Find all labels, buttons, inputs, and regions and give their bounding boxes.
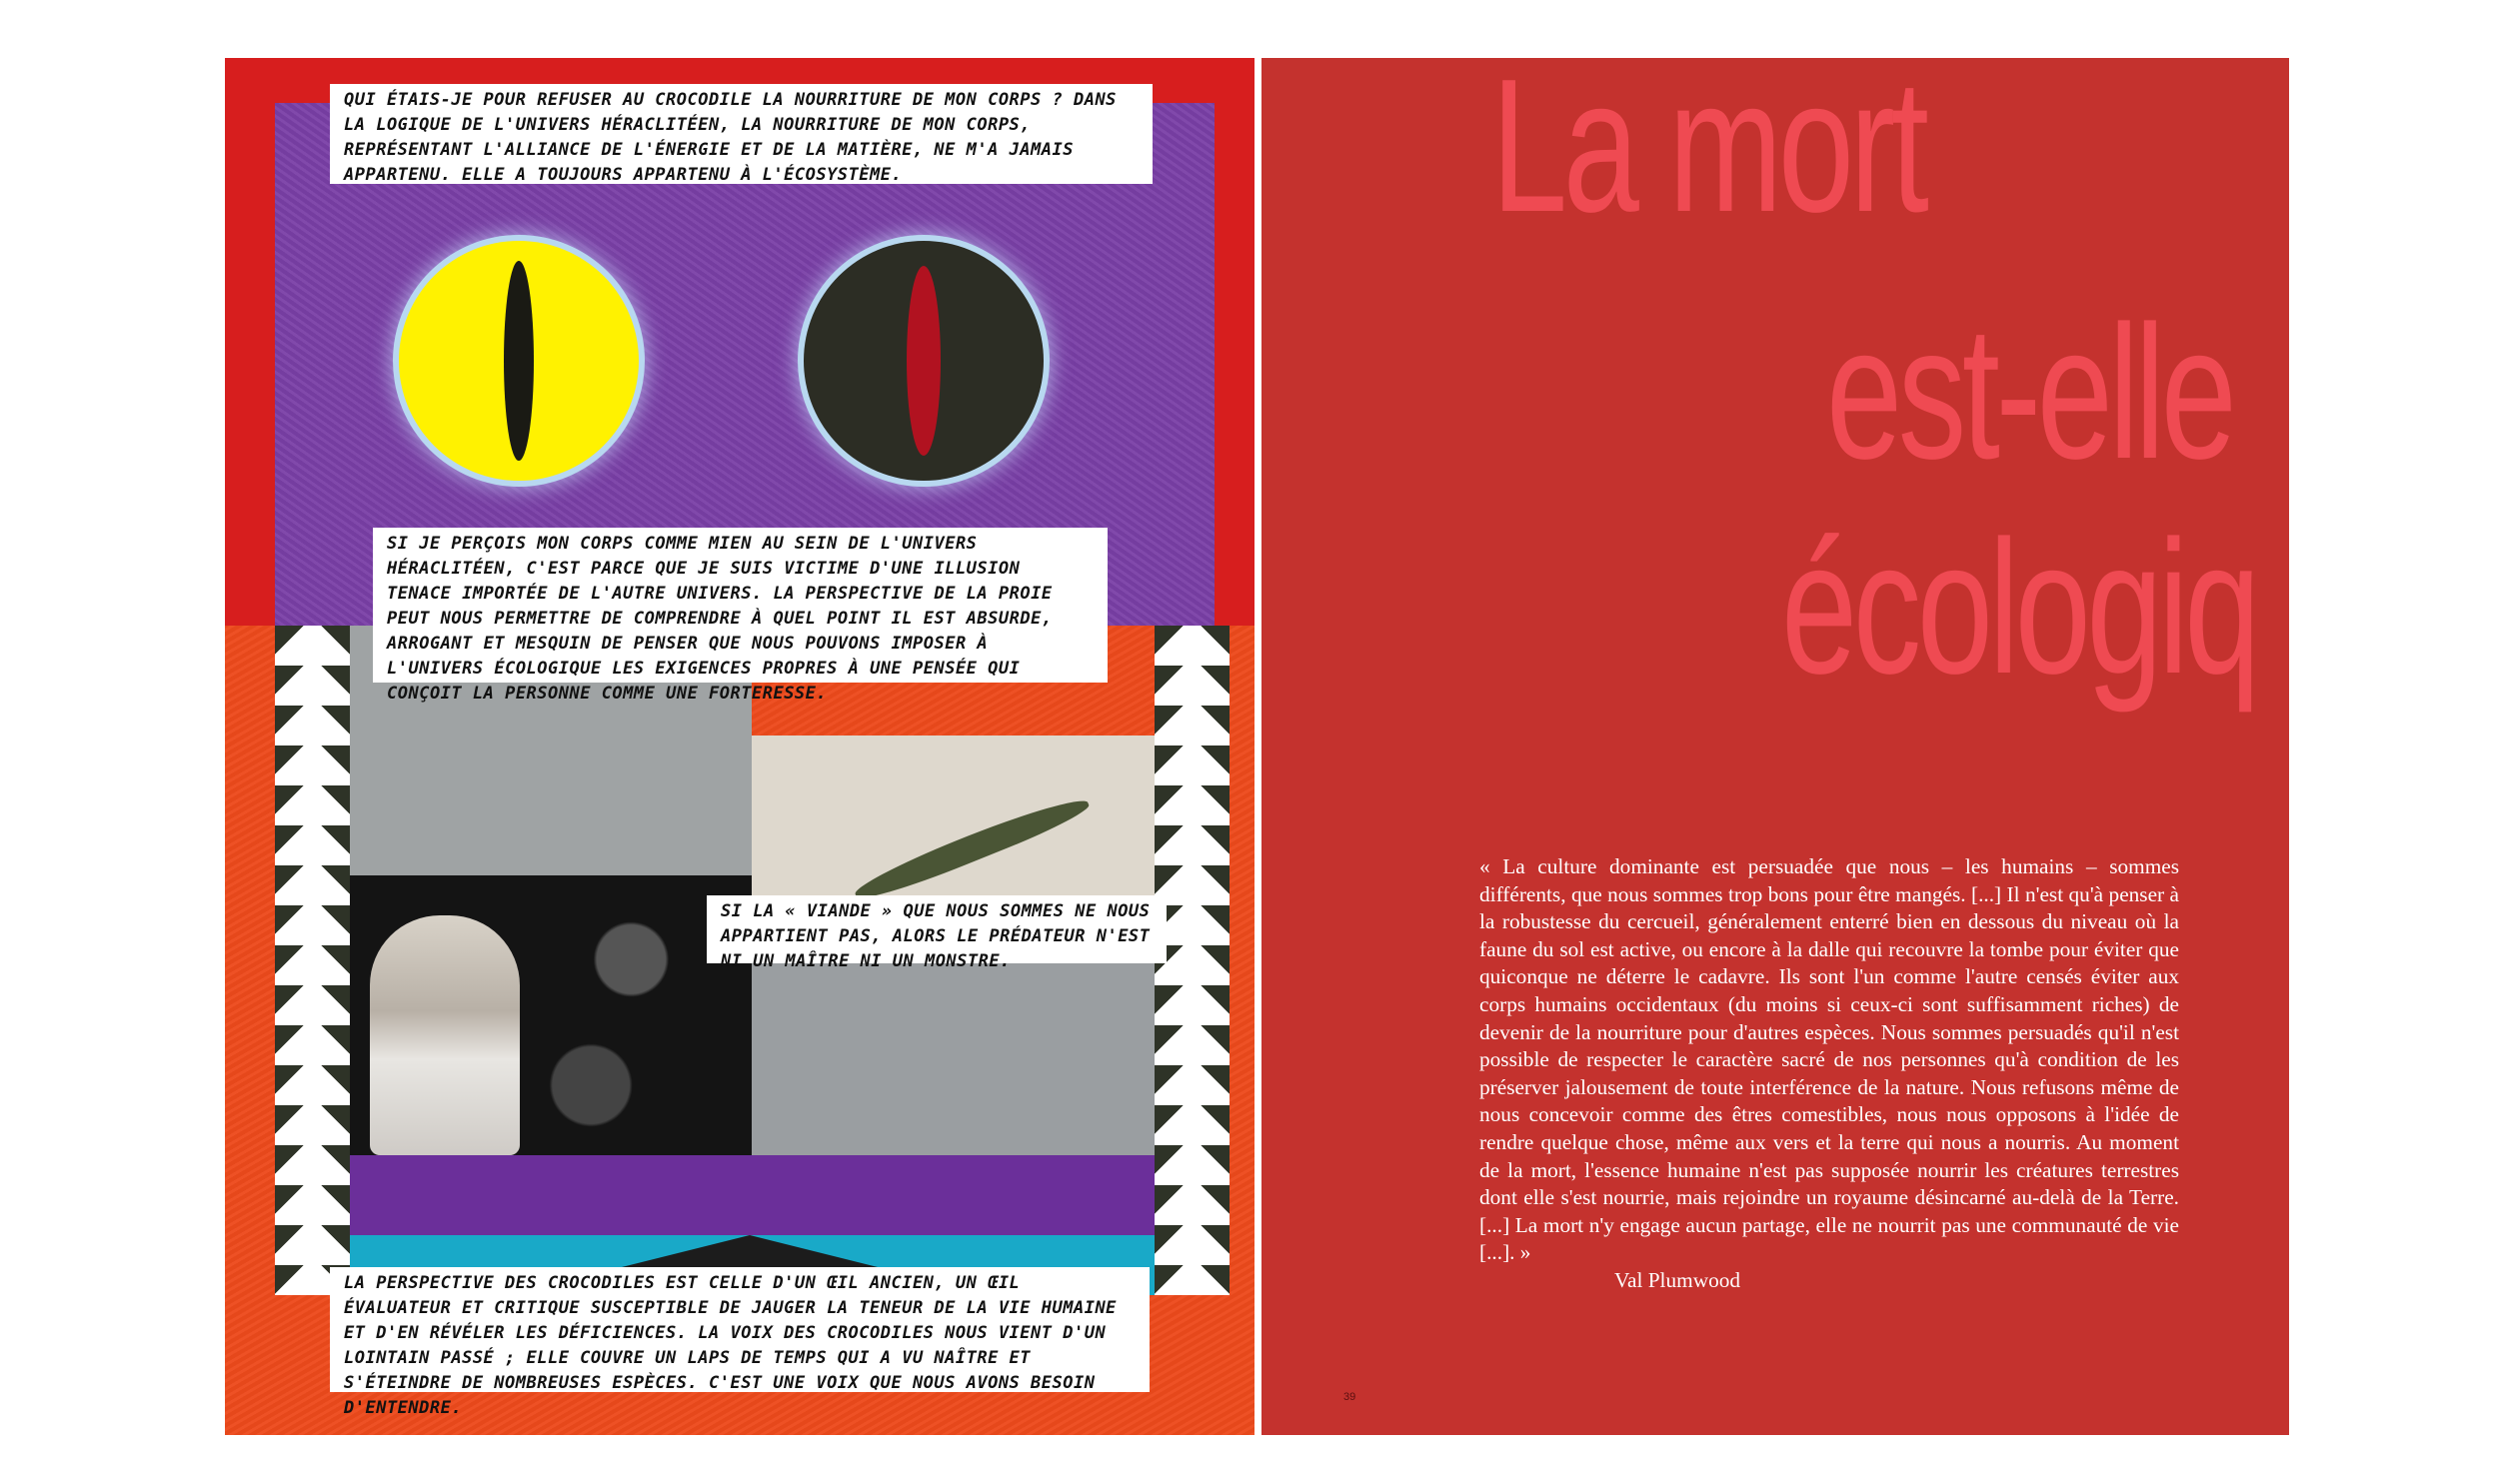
left-chevron-border: [275, 626, 350, 1295]
text-page: [1261, 58, 2289, 1435]
quote-text: « La culture dominante est persuadée que nous – les humains – sommes différents, que nous sommes trop bons pour être mangés. [...] Il n'est qu'à penser à la robustesse du cercueil, généralement enterré bien en dessous du niveau où la faune du sol est active, ou encore à la dalle qui recouvre la tombe pour éviter que quiconque ne déterre le cadavre. Ils sont l'un comme l'autre censés éviter aux corps humains occidentaux (du moins si ceux-ci sont suffisamment riches) de devenir de la nourriture pour d'autres espèces. Nous sommes persuadés qu'il n'est possible de respecter le caractère sacré de nos personnes qu'à condition de les préserver jalousement de toute interférence de la nature. Nous refusons même de nous concevoir comme des êtres comestibles, nous nous opposons à l'idée de rendre quelque chose, même aux vers et la terre qui nous a nourris. Au moment de la mort, l'essence humaine n'est pas supposée nourrir les créatures terrestres dont elle s'est nourrie, mais rejoindre un royaume désincarné au-delà de la Terre. [...] La mort n'y engage aucun partage, elle ne nourrit pas une communauté de vie [...]. »: [1479, 854, 2179, 1265]
yellow-eye-illustration: [399, 241, 639, 481]
page-number: 39: [1343, 1391, 1356, 1403]
caption-box-4: LA PERSPECTIVE DES CROCODILES EST CELLE D'UN ŒIL ANCIEN, UN ŒIL ÉVALUATEUR ET CRITIQUE SUSCEPTIBLE DE JAUGER LA TENEUR DE LA VIE HUMAINE ET D'EN RÉVÉLER LES DÉFICIENCES. LA VOIX DES CROCODILES NOUS VIENT D'UN LOINTAIN PASSÉ ; ELLE COUVRE UN LAPS DE TEMPS QUI A VU NAÎTRE ET S'ÉTEINDRE DE NOMBREUSES ESPÈCES. C'EST UNE VOIX QUE NOUS AVONS BESOIN D'ENTENDRE.: [330, 1267, 1150, 1392]
red-pupil: [907, 266, 941, 456]
caption-box-2: SI JE PERÇOIS MON CORPS COMME MIEN AU SEIN DE L'UNIVERS HÉRACLITÉEN, C'EST PARCE QUE JE SUIS VICTIME D'UNE ILLUSION TENACE IMPORTÉE DE L'AUTRE UNIVERS. LA PERSPECTIVE DE LA PROIE PEUT NOUS PERMETTRE DE COMPRENDRE À QUEL POINT IL EST ABSURDE, ARROGANT ET MESQUIN DE PENSER QUE NOUS POUVONS IMPOSER À L'UNIVERS ÉCOLOGIQUE LES EXIGENCES PROPRES À UNE PENSÉE QUI CONÇOIT LA PERSONNE COMME UNE FORTERESSE.: [373, 528, 1108, 683]
woman-photo-figure: [370, 915, 520, 1155]
title-line-2: est-elle: [1826, 287, 2233, 499]
gray-panel-bottom-right: [752, 960, 1155, 1155]
quote-block: [1479, 853, 2179, 1295]
gray-strip: [350, 855, 752, 875]
caption-box-3: SI LA « VIANDE » QUE NOUS SOMMES NE NOUS APPARTIENT PAS, ALORS LE PRÉDATEUR N'EST NI UN MAÎTRE NI UN MONSTRE.: [707, 895, 1167, 963]
comic-page: [225, 58, 1254, 1435]
photo-panel: [350, 875, 752, 1155]
black-pupil: [504, 261, 534, 461]
title-line-1: La mort: [1491, 58, 1925, 252]
dark-eye-illustration: [804, 241, 1044, 481]
caption-box-1: QUI ÉTAIS-JE POUR REFUSER AU CROCODILE LA NOURRITURE DE MON CORPS ? DANS LA LOGIQUE DE L'UNIVERS HÉRACLITÉEN, LA NOURRITURE DE MON CORPS, REPRÉSENTANT L'ALLIANCE DE L'ÉNERGIE ET DE LA MATIÈRE, NE M'A JAMAIS APPARTENU. ELLE A TOUJOURS APPARTENU À L'ÉCOSYSTÈME.: [330, 84, 1153, 184]
purple-band: [350, 1155, 1155, 1235]
quote-author: Val Plumwood: [1614, 1267, 1741, 1292]
crocodile-illustration: [851, 789, 1093, 907]
title-line-3: écologiq: [1781, 502, 2257, 714]
